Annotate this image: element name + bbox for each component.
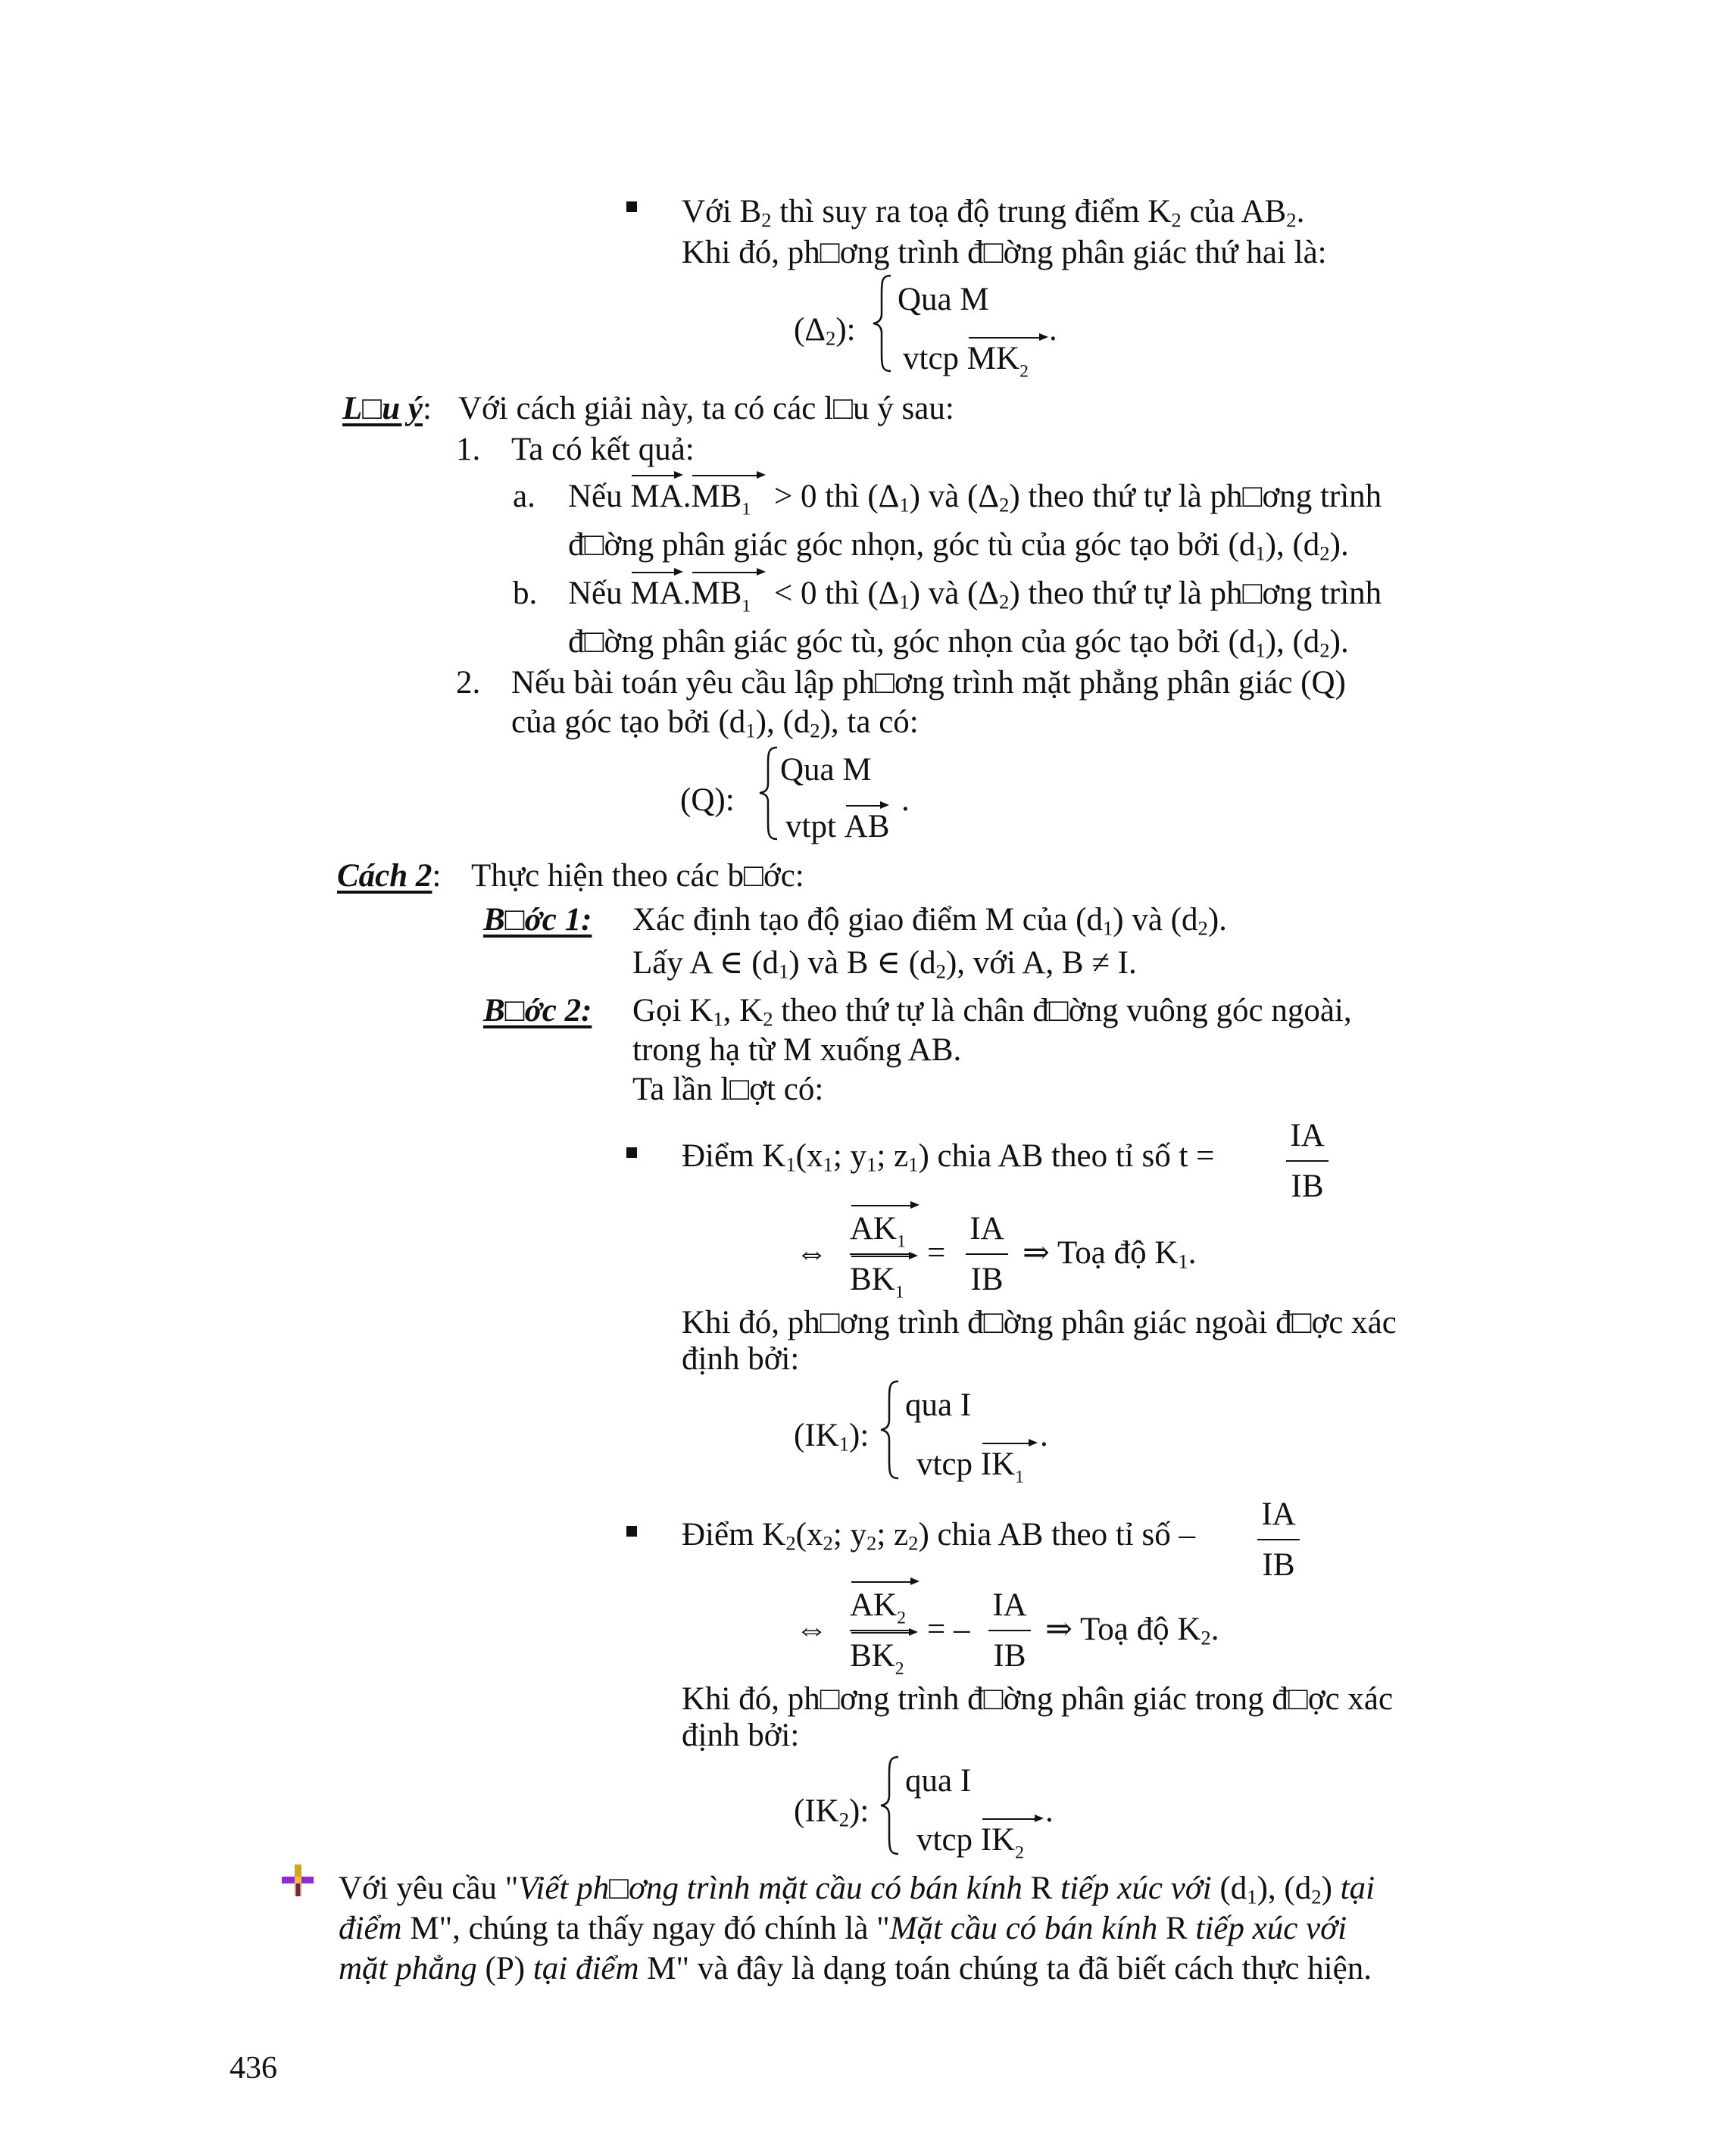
period: . [1040,1418,1048,1453]
bullet-square [626,1147,637,1158]
left-brace [871,274,894,373]
system-row: vtcp $IK_1$ [916,1448,1038,1481]
text-line: Xác định tạo độ giao điểm M của $(d_1)$ và $(d_2)$. [632,902,1227,940]
note-heading: L□u ý: [342,391,432,426]
vector-bk2: $BK_2$ [850,1637,918,1674]
vector-ik2: $IK_2$ [981,1824,1044,1856]
step-label: B□ớc 1: [483,902,592,938]
vector-bk1: $BK_1$ [850,1261,918,1298]
list-number: 2. [456,665,481,701]
text-line: Ta lần l□ợt có: [632,1072,824,1107]
text-line: ⇒ Toạ độ $K_1$. [1023,1235,1197,1273]
system-label: $(IK_2)$: [794,1793,870,1831]
plus-bullet-icon [280,1863,315,1898]
vector-ak2: $AK_2$ [850,1587,920,1624]
text-line: Gọi $K_1$, $K_2$ theo thứ tự là chân đ□ờng vuông góc ngoài, [632,993,1352,1031]
text-line: Ta có kết quả: [511,432,695,467]
method-heading: Cách 2: [337,858,442,894]
page-number: 436 [229,2051,277,2086]
vector-ik1: $IK_1$ [981,1448,1038,1481]
text-line: Khi đó, ph□ơng trình đ□ờng phân giác ngoài đ□ợc xác [682,1305,1397,1340]
equals: = [927,1235,946,1271]
left-brace [757,746,780,841]
left-brace [879,1380,901,1480]
vector-ma: MA [630,576,683,611]
text-line: định bởi: [682,1341,800,1377]
system-row: vtcp $IK_2$ [916,1824,1044,1856]
system-row: vtpt AB [785,809,890,844]
vector-mk2: $MK_2$ [967,342,1048,375]
equals: = – [927,1612,970,1647]
text-line: đ□ờng phân giác góc tù, góc nhọn của góc tạo bởi $(d_1)$, $(d_2)$. [568,624,1349,662]
bullet-square [626,1526,637,1537]
vector-ab: AB [844,809,890,844]
text-line: định bởi: [682,1718,800,1753]
period: . [1049,312,1057,348]
text-line: Điểm $K_1(x_1$; $y_1$; $z_1$) chia AB theo tỉ số t = [682,1138,1215,1176]
period: . [1045,1793,1054,1829]
list-letter: b. [513,576,538,611]
period: . [901,782,910,818]
text-line: ⇒ Toạ độ $K_2$. [1045,1612,1219,1649]
fraction: IA IB [988,1587,1031,1674]
vector-mb1: $MB_1$ [691,577,766,610]
left-brace [879,1755,901,1855]
text-line: Với cách giải này, ta có các l□u ý sau: [458,391,954,426]
text-line: của góc tạo bởi $(d_1)$, $(d_2)$, ta có: [511,704,919,742]
system-row: Qua M [780,752,872,788]
text-line: Thực hiện theo các b□ớc: [471,858,804,894]
list-number: 1. [456,432,481,467]
text-line: Lấy A ∈ $(d_1)$ và B ∈ $(d_2)$, với A, B ≠ I. [632,945,1137,983]
list-letter: a. [513,479,535,514]
text-line: Khi đó, ph□ơng trình đ□ờng phân giác thứ hai là: [682,235,1327,270]
text-line: Nếu $MA.MB_1 < 0$ thì $(\Delta_1)$ và $(\Delta_2)$ theo thứ tự là ph□ơng trình [568,576,1382,616]
vector-ak1: $AK_1$ [850,1210,920,1247]
fraction: IA IB [1286,1117,1329,1205]
system-label: $(IK_1)$: [794,1418,870,1456]
equiv-symbol: ⇔ [795,1235,828,1271]
system-row: vtcp $MK_2$ [903,342,1048,375]
text-line: Nếu bài toán yêu cầu lập ph□ơng trình mặt phẳng phân giác (Q) [511,665,1346,701]
text-line: đ□ờng phân giác góc nhọn, góc tù của góc tạo bởi $(d_1)$, $(d_2)$. [568,527,1349,565]
vector-fraction [850,1210,913,1303]
system-row: qua I [905,1387,972,1423]
text-line: trong hạ từ M xuống AB. [632,1032,962,1068]
text-line: Khi đó, ph□ơng trình đ□ờng phân giác trong đ□ợc xác [682,1681,1394,1717]
text-line: Điểm $K_2(x_2$; $y_2$; $z_2$) chia AB theo tỉ số – [682,1517,1195,1555]
text-line: điểm M", chúng ta thấy ngay đó chính là "Mặt cầu có bán kính R tiếp xúc với [339,1911,1347,1946]
text-line: mặt phẳng (P) tại điểm M" và đây là dạng toán chúng ta đã biết cách thực hiện. [339,1951,1372,1986]
equiv-symbol: ⇔ [795,1612,828,1647]
fraction: IA IB [966,1210,1008,1298]
system-label: $(\Delta_2)$: [794,312,856,350]
fraction: IA IB [1257,1496,1300,1584]
text-line: Nếu $MA.MB_1 > 0$ thì $(\Delta_1)$ và $(\Delta_2)$ theo thứ tự là ph□ơng trình [568,479,1382,520]
vector-fraction [850,1587,913,1679]
step-label: B□ớc 2: [483,993,592,1028]
text-line: Với yêu cầu "Viết ph□ơng trình mặt cầu có bán kính R tiếp xúc với $(d_1)$, $(d_2)$ tại [339,1871,1375,1908]
system-row: Qua M [898,282,989,317]
vector-mb1: $MB_1$ [691,480,766,513]
vector-ma: MA [630,479,683,514]
bullet-square [626,201,637,212]
text-line: Với $B_2$ thì suy ra toạ độ trung điểm $K_2$ của $AB_2$. [682,194,1305,232]
system-row: qua I [905,1763,972,1799]
system-label: (Q): [680,782,735,818]
